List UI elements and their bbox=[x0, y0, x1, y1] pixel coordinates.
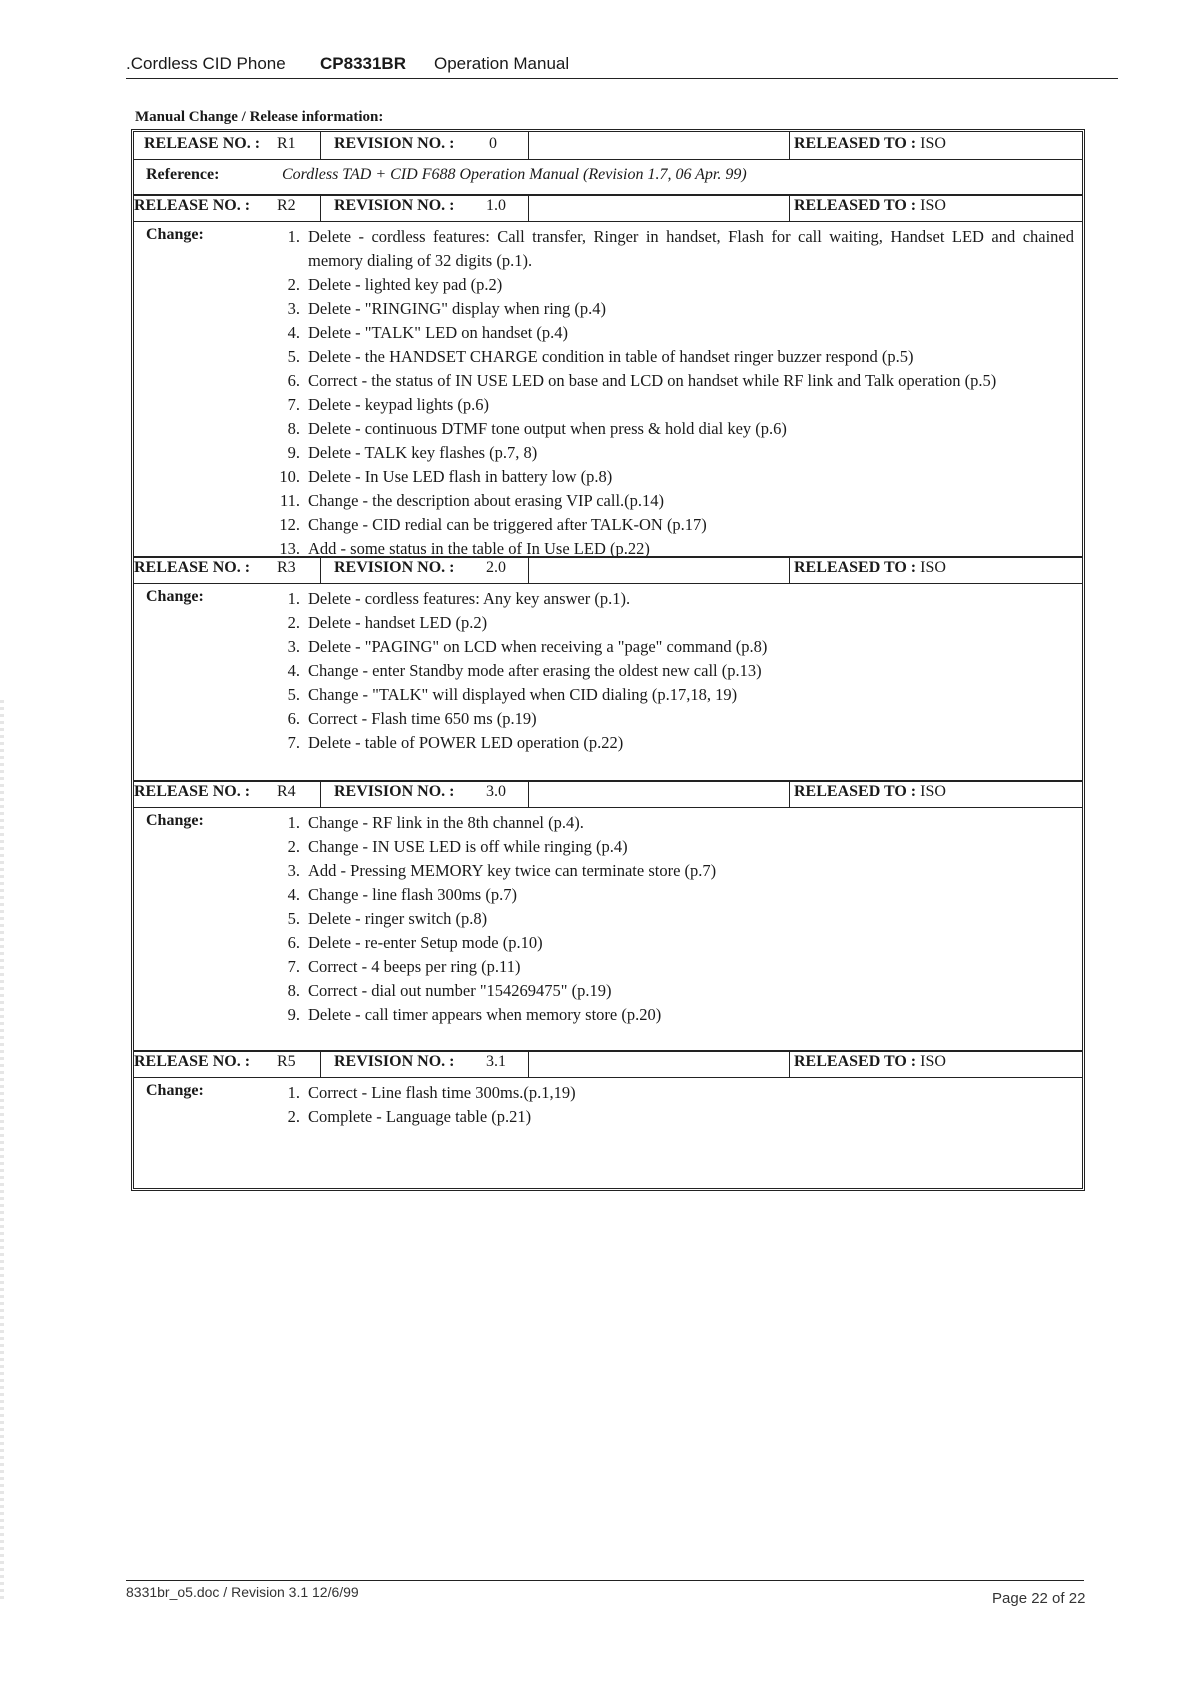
header-model: CP8331BR bbox=[320, 54, 406, 73]
list-item: 7. Delete - keypad lights (p.6) bbox=[287, 395, 489, 414]
released-to-cell: RELEASED TO : ISO bbox=[794, 783, 946, 800]
revision-no-value: 3.0 bbox=[486, 783, 506, 800]
reference-label: Reference: bbox=[146, 166, 220, 183]
change-label: Change: bbox=[146, 226, 204, 243]
revision-no-label: REVISION NO. : bbox=[334, 135, 455, 152]
list-item: 3. Delete - "PAGING" on LCD when receiving a "page" command (p.8) bbox=[287, 637, 768, 656]
release-no-value: R4 bbox=[277, 783, 296, 800]
released-to-value: ISO bbox=[920, 197, 946, 214]
list-item: 2. Change - IN USE LED is off while ringing (p.4) bbox=[287, 837, 628, 856]
change-list bbox=[274, 811, 1074, 1027]
release-no-label: RELEASE NO. : bbox=[134, 1053, 251, 1070]
list-item: 9. Delete - TALK key flashes (p.7, 8) bbox=[287, 443, 538, 462]
change-list bbox=[274, 587, 1074, 755]
list-item: 1. Delete - cordless features: Any key answer (p.1). bbox=[287, 589, 631, 608]
release-no-value: R3 bbox=[277, 559, 296, 576]
list-item: 8. Delete - continuous DTMF tone output when press & hold dial key (p.6) bbox=[287, 419, 787, 438]
list-item: 6. Delete - re-enter Setup mode (p.10) bbox=[287, 933, 543, 952]
released-to-cell: RELEASED TO : ISO bbox=[794, 197, 946, 214]
list-item: 7. Correct - 4 beeps per ring (p.11) bbox=[287, 957, 521, 976]
list-item: 13. Add - some status in the table of In Use LED (p.22) bbox=[279, 539, 650, 558]
revision-no-value: 2.0 bbox=[486, 559, 506, 576]
list-item: 2. Complete - Language table (p.21) bbox=[287, 1107, 532, 1126]
list-item: 1. Change - RF link in the 8th channel (p.4). bbox=[287, 813, 584, 832]
released-to-value: ISO bbox=[920, 135, 946, 152]
released-to-value: ISO bbox=[920, 1053, 946, 1070]
release-header-row bbox=[134, 1050, 1082, 1078]
release-header-row bbox=[134, 194, 1082, 222]
release-no-value: R2 bbox=[277, 197, 296, 214]
list-item: 1. Correct - Line flash time 300ms.(p.1,19) bbox=[287, 1083, 576, 1102]
released-to-value: ISO bbox=[920, 783, 946, 800]
header-doc-type: .Cordless CID Phone bbox=[126, 54, 286, 73]
release-no-label: RELEASE NO. : bbox=[134, 197, 251, 214]
list-item: 12. Change - CID redial can be triggered after TALK-ON (p.17) bbox=[279, 515, 707, 534]
release-no-value: R1 bbox=[277, 135, 296, 152]
released-to-cell: RELEASED TO : ISO bbox=[794, 135, 946, 152]
release-info-table bbox=[131, 129, 1085, 1191]
list-item: 2. Delete - handset LED (p.2) bbox=[287, 613, 488, 632]
change-label: Change: bbox=[146, 588, 204, 605]
list-item: 3. Add - Pressing MEMORY key twice can terminate store (p.7) bbox=[287, 861, 717, 880]
release-info-caption: Manual Change / Release information: bbox=[135, 109, 384, 125]
list-item: 4. Change - line flash 300ms (p.7) bbox=[287, 885, 517, 904]
list-item: 9. Delete - call timer appears when memory store (p.20) bbox=[287, 1005, 662, 1024]
release-no-label: RELEASE NO. : bbox=[134, 559, 251, 576]
list-item: 3. Delete - "RINGING" display when ring (p.4) bbox=[287, 299, 607, 318]
change-label: Change: bbox=[146, 1082, 204, 1099]
header-manual: Operation Manual bbox=[434, 54, 570, 73]
list-item: 10. Delete - In Use LED flash in battery low (p.8) bbox=[279, 467, 613, 486]
revision-no-value: 3.1 bbox=[486, 1053, 506, 1070]
change-label: Change: bbox=[146, 812, 204, 829]
list-item: 4. Delete - "TALK" LED on handset (p.4) bbox=[287, 323, 569, 342]
release-no-value: R5 bbox=[277, 1053, 296, 1070]
reference-text: Cordless TAD + CID F688 Operation Manual (Revision 1.7, 06 Apr. 99) bbox=[282, 166, 747, 183]
release-header-row bbox=[134, 132, 1082, 160]
scan-edge-artifact bbox=[0, 700, 4, 1600]
release-no-label: RELEASE NO. : bbox=[134, 783, 251, 800]
revision-no-value: 1.0 bbox=[486, 197, 506, 214]
released-to-value: ISO bbox=[920, 559, 946, 576]
release-no-label: RELEASE NO. : bbox=[144, 135, 261, 152]
revision-no-value: 0 bbox=[489, 135, 497, 152]
list-item: 5. Delete - the HANDSET CHARGE condition in table of handset ringer buzzer respond (p.5) bbox=[287, 347, 914, 366]
revision-no-label: REVISION NO. : bbox=[334, 197, 455, 214]
footer-doc-info: 8331br_o5.doc / Revision 3.1 12/6/99 bbox=[126, 1584, 359, 1600]
list-item: 7. Delete - table of POWER LED operation (p.22) bbox=[287, 733, 624, 752]
revision-no-label: REVISION NO. : bbox=[334, 559, 455, 576]
page-header bbox=[126, 52, 1118, 79]
footer-rule bbox=[126, 1580, 1084, 1581]
released-to-cell: RELEASED TO : ISO bbox=[794, 1053, 946, 1070]
revision-no-label: REVISION NO. : bbox=[334, 783, 455, 800]
change-list bbox=[274, 225, 1074, 561]
release-header-row bbox=[134, 780, 1082, 808]
release-header-row bbox=[134, 556, 1082, 584]
list-item: 1. Delete - cordless features: Call transfer, Ringer in handset, Flash for call waiting, Handset LED and chained memory dialing of 32 digits (p.1). bbox=[287, 227, 1074, 270]
released-to-cell: RELEASED TO : ISO bbox=[794, 559, 946, 576]
change-list bbox=[274, 1081, 1074, 1129]
list-item: 4. Change - enter Standby mode after erasing the oldest new call (p.13) bbox=[287, 661, 762, 680]
list-item: 11. Change - the description about erasing VIP call.(p.14) bbox=[279, 491, 665, 510]
list-item: 2. Delete - lighted key pad (p.2) bbox=[287, 275, 503, 294]
list-item: 6. Correct - the status of IN USE LED on base and LCD on handset while RF link and Talk operation (p.5) bbox=[287, 371, 997, 390]
list-item: 5. Delete - ringer switch (p.8) bbox=[287, 909, 488, 928]
footer-page-number: Page 22 of 22 bbox=[992, 1590, 1086, 1607]
list-item: 6. Correct - Flash time 650 ms (p.19) bbox=[287, 709, 537, 728]
list-item: 8. Correct - dial out number "154269475" (p.19) bbox=[287, 981, 612, 1000]
revision-no-label: REVISION NO. : bbox=[334, 1053, 455, 1070]
list-item: 5. Change - "TALK" will displayed when CID dialing (p.17,18, 19) bbox=[287, 685, 738, 704]
